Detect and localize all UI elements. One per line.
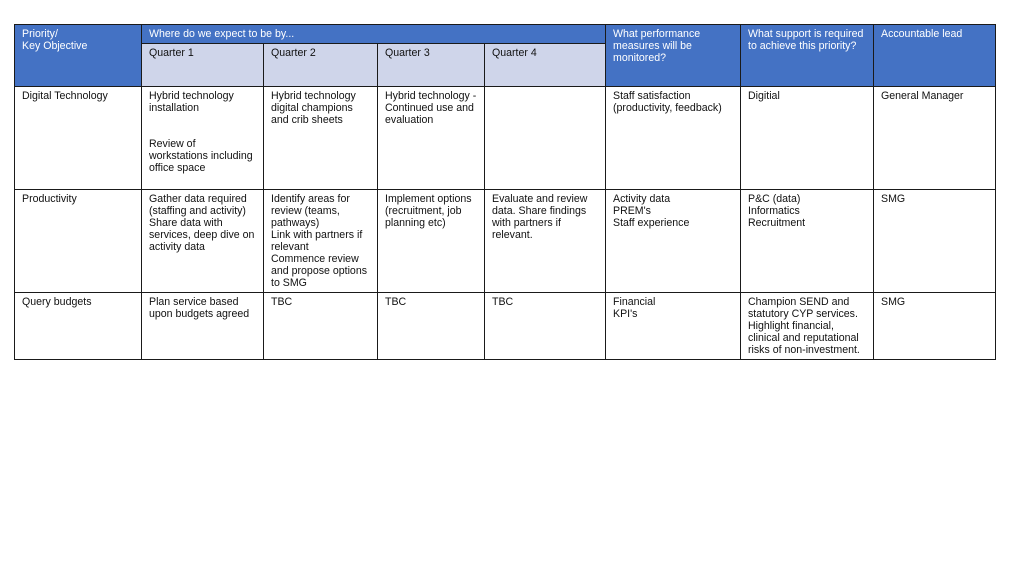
quarter-1-cell: Hybrid technology installation Review of workstations including office space bbox=[142, 87, 264, 190]
support-cell: Champion SEND and statutory CYP services. Highlight financial, clinical and reputational risks of non-investment. bbox=[741, 293, 874, 360]
header-priority: Priority/ Key Objective bbox=[15, 25, 142, 87]
lead-cell: General Manager bbox=[874, 87, 996, 190]
lead-cell: SMG bbox=[874, 293, 996, 360]
quarter-2-cell: Identify areas for review (teams, pathways) Link with partners if relevant Commence review and propose options to SMG bbox=[264, 190, 378, 293]
table-row bbox=[15, 190, 996, 293]
priority-plan-table bbox=[14, 24, 996, 360]
header-support: What support is required to achieve this priority? bbox=[741, 25, 874, 87]
priority-cell: Productivity bbox=[15, 190, 142, 293]
measures-cell: Staff satisfaction (productivity, feedback) bbox=[606, 87, 741, 190]
table-row bbox=[15, 87, 996, 190]
measures-cell: Financial KPI's bbox=[606, 293, 741, 360]
lead-cell: SMG bbox=[874, 190, 996, 293]
priority-cell: Digital Technology bbox=[15, 87, 142, 190]
quarter-1-cell: Gather data required (staffing and activity) Share data with services, deep dive on activity data bbox=[142, 190, 264, 293]
priority-cell: Query budgets bbox=[15, 293, 142, 360]
quarter-4-cell bbox=[485, 87, 606, 190]
quarter-4-cell: Evaluate and review data. Share findings with partners if relevant. bbox=[485, 190, 606, 293]
support-cell: P&C (data) Informatics Recruitment bbox=[741, 190, 874, 293]
header-quarter-4: Quarter 4 bbox=[485, 44, 606, 87]
header-quarter-1: Quarter 1 bbox=[142, 44, 264, 87]
header-measures: What performance measures will be monitored? bbox=[606, 25, 741, 87]
quarter-1-cell: Plan service based upon budgets agreed bbox=[142, 293, 264, 360]
quarter-3-cell: TBC bbox=[378, 293, 485, 360]
header-quarter-2: Quarter 2 bbox=[264, 44, 378, 87]
support-cell: Digitial bbox=[741, 87, 874, 190]
table-row bbox=[15, 293, 996, 360]
quarter-4-cell: TBC bbox=[485, 293, 606, 360]
quarter-3-cell: Hybrid technology - Continued use and evaluation bbox=[378, 87, 485, 190]
header-where: Where do we expect to be by... bbox=[142, 25, 606, 44]
header-quarter-3: Quarter 3 bbox=[378, 44, 485, 87]
quarter-3-cell: Implement options (recruitment, job planning etc) bbox=[378, 190, 485, 293]
quarter-2-cell: Hybrid technology digital champions and crib sheets bbox=[264, 87, 378, 190]
measures-cell: Activity data PREM's Staff experience bbox=[606, 190, 741, 293]
quarter-2-cell: TBC bbox=[264, 293, 378, 360]
header-lead: Accountable lead bbox=[874, 25, 996, 87]
